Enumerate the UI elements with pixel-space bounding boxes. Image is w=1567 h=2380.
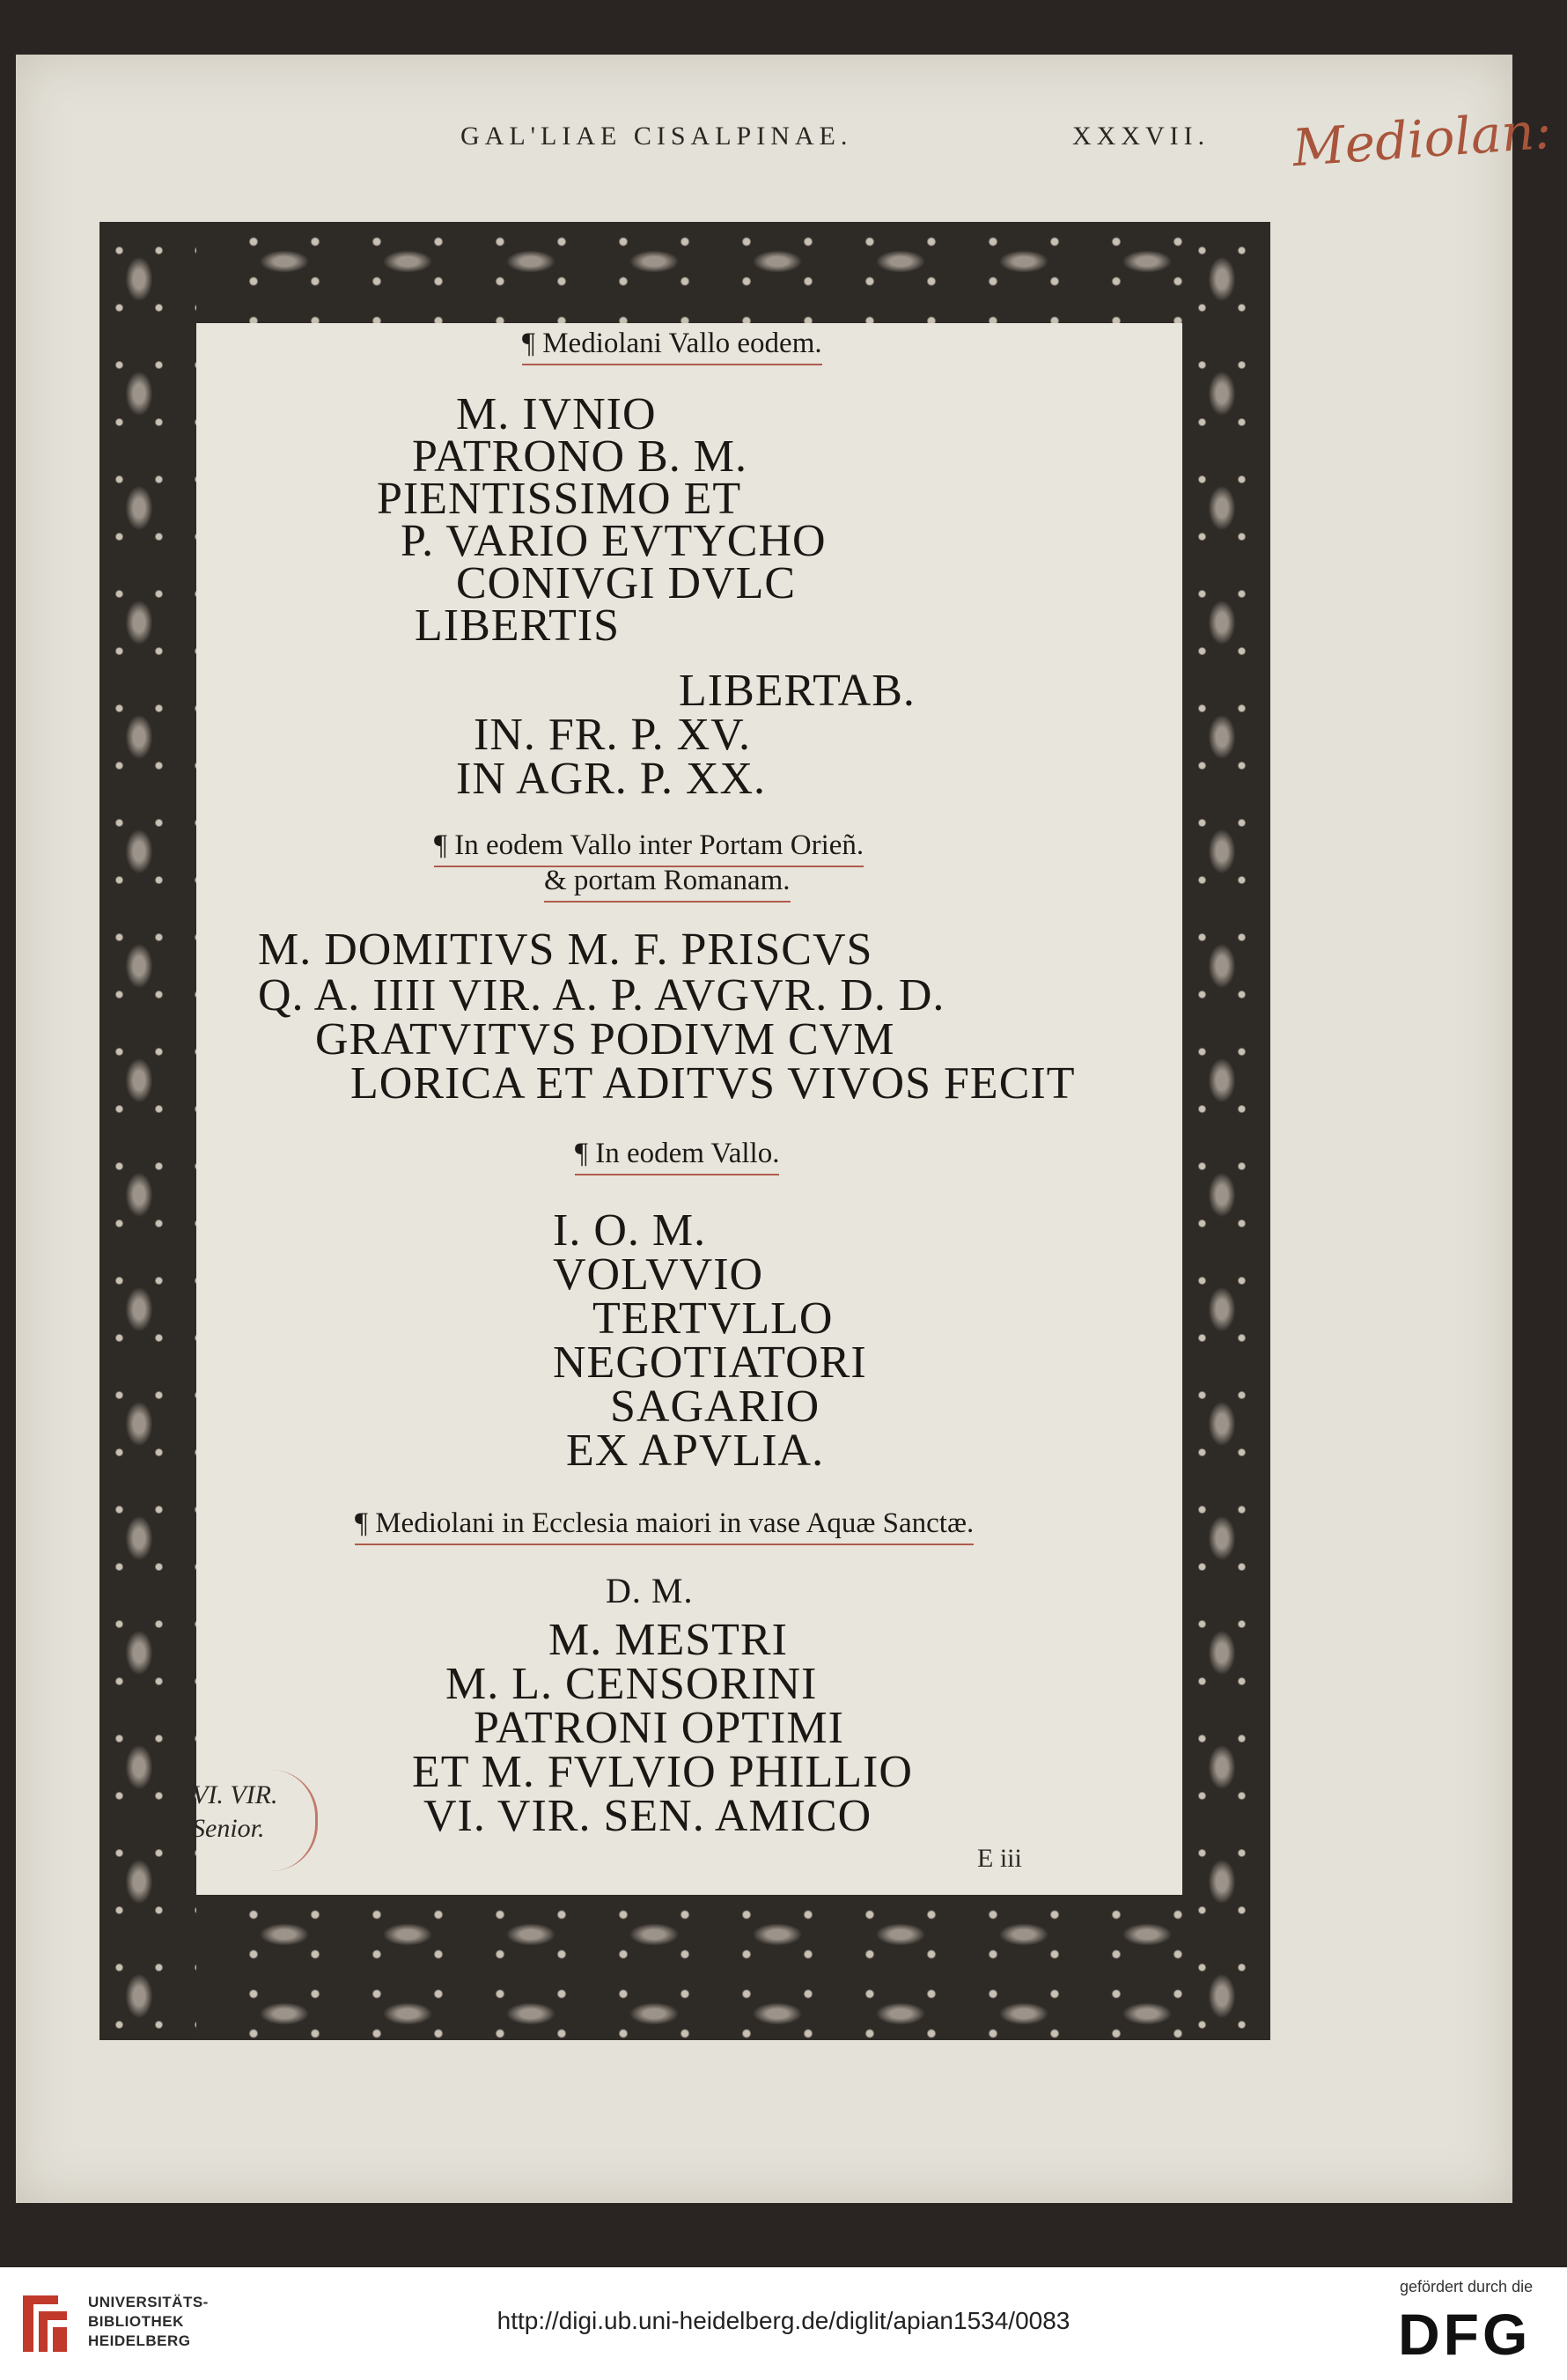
woodcut-border-bottom — [99, 1895, 1270, 2040]
inscription-line: LIBERTAB. — [679, 666, 916, 716]
margin-note: VI. VIR. — [192, 1780, 278, 1809]
woodcut-border-right — [1182, 222, 1270, 2040]
funded-by-label: gefördert durch die — [1400, 2278, 1534, 2295]
woodcut-border-left — [99, 222, 196, 2040]
inscription-line: TERTVLLO — [592, 1293, 834, 1344]
inscription-line: LORICA ET ADITVS VIVOS FECIT — [350, 1058, 1076, 1109]
permalink-url[interactable]: http://digi.ub.uni-heidelberg.de/diglit/apian1534/0083 — [497, 2307, 1070, 2334]
inscription-line: M. L. CENSORINI — [445, 1659, 818, 1709]
inscription-line: GRATVITVS PODIVM CVM — [315, 1014, 895, 1065]
inscription-line: PIENTISSIMO ET — [377, 474, 742, 524]
book-page — [16, 55, 1554, 2203]
institution-name-line: HEIDELBERG — [88, 2332, 191, 2349]
inscription-line: M. DOMITIVS M. F. PRISCVS — [258, 925, 873, 975]
inscription-line: Q. A. IIII VIR. A. P. AVGVR. D. D. — [258, 970, 945, 1021]
section-heading: ¶ Mediolani in Ecclesia maiori in vase Aquæ Sanctæ. — [355, 1507, 975, 1539]
inscription-line: EX APVLIA. — [566, 1426, 825, 1476]
text-panel — [196, 323, 1182, 1895]
dfg-logo: DFG — [1398, 2302, 1532, 2367]
section-heading: ¶ In eodem Vallo inter Portam Orieñ. — [434, 829, 864, 861]
section-heading: ¶ Mediolani Vallo eodem. — [522, 328, 822, 359]
inscription-line: NEGOTIATORI — [553, 1337, 867, 1388]
margin-note: Senior. — [192, 1814, 265, 1843]
inscription-line: IN AGR. P. XX. — [456, 754, 767, 804]
inscription-line: M. MESTRI — [548, 1615, 788, 1665]
inscription-line: IN. FR. P. XV. — [474, 710, 752, 760]
signature-mark: E iii — [977, 1844, 1022, 1873]
running-head: GAL'LIAE CISALPINAE. — [460, 122, 853, 151]
inscription-line: LIBERTIS — [415, 601, 621, 651]
viewer-footer — [0, 2267, 1567, 2380]
institution-name-line: UNIVERSITÄTS- — [88, 2294, 209, 2310]
inscription-line: I. O. M. — [553, 1205, 707, 1256]
inscription-line: D. M. — [606, 1571, 694, 1610]
section-heading: & portam Romanam. — [544, 865, 791, 896]
inscription-line: P. VARIO EVTYCHO — [401, 516, 827, 566]
inscription-line: ET M. FVLVIO PHILLIO — [412, 1747, 913, 1797]
inscription-line: M. IVNIO — [456, 389, 657, 439]
woodcut-border-top — [99, 222, 1266, 323]
inscription-line: VOLVVIO — [553, 1249, 764, 1300]
handwritten-annotation: Mediolan: — [1290, 99, 1554, 179]
section-heading: ¶ In eodem Vallo. — [575, 1138, 780, 1169]
inscription-line: VI. VIR. SEN. AMICO — [423, 1791, 872, 1841]
inscription-line: PATRONI OPTIMI — [474, 1703, 844, 1753]
inscription-line: CONIVGI DVLC — [456, 558, 797, 608]
inscription-line: PATRONO B. M. — [412, 431, 747, 482]
institution-name-line: BIBLIOTHEK — [88, 2313, 184, 2330]
folio-number: XXXVII. — [1072, 122, 1210, 151]
inscription-line: SAGARIO — [610, 1382, 820, 1432]
